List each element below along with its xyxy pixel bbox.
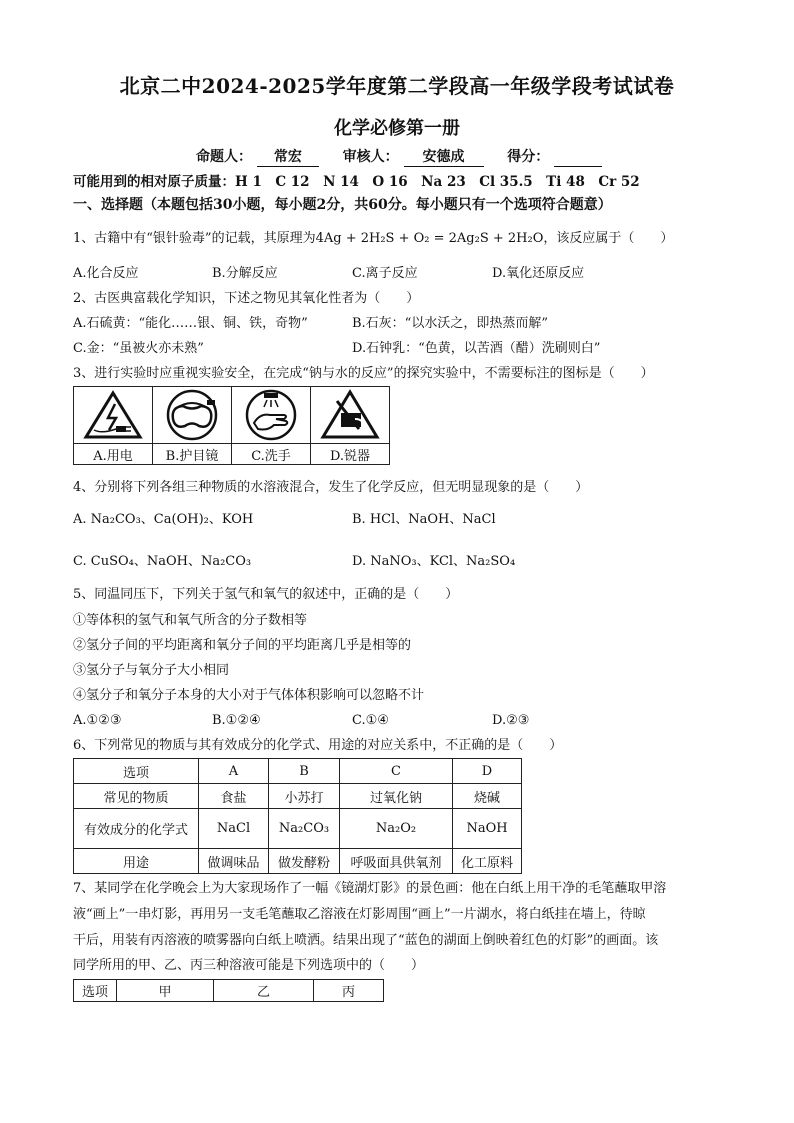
q7-header-cell: 丙 bbox=[314, 980, 384, 1002]
q7-header-cell: 甲 bbox=[117, 980, 214, 1002]
q6-cell: 食盐 bbox=[199, 784, 269, 809]
q6-header-cell: D bbox=[453, 759, 522, 784]
q6-cell: 呼吸面具供氧剂 bbox=[340, 849, 453, 874]
q5-statement-4: ④氢分子和氧分子本身的大小对于气体体积影响可以忽略不计 bbox=[73, 688, 425, 703]
q4-option-b[interactable]: B. HCl、NaOH、NaCl bbox=[352, 512, 496, 527]
q1-option-b[interactable]: B.分解反应 bbox=[212, 266, 278, 281]
question-7-line-4: 同学所用的甲、乙、丙三种溶液可能是下列选项中的（ ） bbox=[73, 958, 425, 973]
q7-header-cell: 乙 bbox=[214, 980, 314, 1002]
q6-table bbox=[73, 758, 522, 874]
question-7-line-1: 7、某同学在化学晚会上为大家现场作了一幅《镜湖灯影》的景色画：他在白纸上用干净的毛笔蘸取甲溶 bbox=[73, 881, 667, 896]
q5-option-c[interactable]: C.①④ bbox=[352, 713, 389, 728]
icon-label-a: A.用电 bbox=[74, 444, 153, 465]
q6-cell: 做发酵粉 bbox=[269, 849, 340, 874]
reaction-equation: 4Ag + 2H₂S + O₂ = 2Ag₂S + 2H₂O bbox=[315, 231, 544, 246]
question-4-stem: 4、分别将下列各组三种物质的水溶液混合，发生了化学反应，但无明显现象的是（ ） bbox=[73, 480, 589, 495]
sharp-object-icon[interactable] bbox=[311, 387, 390, 444]
reviewer-label: 审核人： bbox=[342, 149, 399, 165]
q6-header-cell: 选项 bbox=[74, 759, 199, 784]
question-5-stem: 5、同温同压下，下列关于氢气和氧气的叙述中，正确的是（ ） bbox=[73, 587, 459, 602]
question-1-stem: 1、古籍中有“银针验毒”的记载，其原理为4Ag + 2H₂S + O₂ = 2Ag₂S + 2H₂O，该反应属于（ ） bbox=[73, 231, 674, 246]
q6-cell: 做调味品 bbox=[199, 849, 269, 874]
question-7-line-3: 干后，用装有丙溶液的喷雾器向白纸上喷洒。结果出现了“蓝色的湖面上倒映着红色的灯影”的画面。该 bbox=[73, 933, 659, 948]
icon-label-b: B.护目镜 bbox=[153, 444, 232, 465]
q6-cell: 过氧化钠 bbox=[340, 784, 453, 809]
question-2-stem: 2、古医典富载化学知识，下述之物见其氧化性者为（ ） bbox=[73, 291, 420, 306]
q1-option-d[interactable]: D.氧化还原反应 bbox=[492, 266, 585, 281]
q7-header-cell: 选项 bbox=[74, 980, 117, 1002]
q6-cell: Na₂CO₃ bbox=[269, 809, 340, 849]
q6-cell: Na₂O₂ bbox=[340, 809, 453, 849]
author-label: 命题人： bbox=[196, 149, 252, 165]
atomic-mass-line: 可能用到的相对原子质量：H 1 C 12 N 14 O 16 Na 23 Cl 35.5 Ti 48 Cr 52 bbox=[73, 174, 640, 190]
goggles-icon[interactable] bbox=[153, 387, 232, 444]
q2-option-a[interactable]: A.石硫黄：“能化……银、铜、铁，奇物” bbox=[73, 316, 308, 331]
q5-option-b[interactable]: B.①②④ bbox=[212, 713, 261, 728]
q2-option-c[interactable]: C.金：“虽被火亦未熟” bbox=[73, 341, 204, 356]
q1-option-c[interactable]: C.离子反应 bbox=[352, 266, 418, 281]
q6-cell: 用途 bbox=[74, 849, 199, 874]
author-line bbox=[196, 148, 602, 167]
question-7-line-2: 液“画上”一串灯影，再用另一支毛笔蘸取乙溶液在灯影周围“画上”一片湖水，将白纸挂在墙上，待晾 bbox=[73, 907, 646, 922]
q2-option-b[interactable]: B.石灰：“以水沃之，即热蒸而解” bbox=[352, 316, 548, 331]
q4-option-a[interactable]: A. Na₂CO₃、Ca(OH)₂、KOH bbox=[73, 512, 254, 527]
question-6-stem: 6、下列常见的物质与其有效成分的化学式、用途的对应关系中，不正确的是（ ） bbox=[73, 738, 563, 753]
question-3-stem: 3、进行实验时应重视实验安全，在完成“钠与水的反应”的探究实验中，不需要标注的图标是（ ） bbox=[73, 366, 654, 381]
electric-hazard-icon[interactable] bbox=[74, 387, 153, 444]
exam-subtitle: 化学必修第一册 bbox=[334, 118, 460, 139]
q6-header-cell: B bbox=[269, 759, 340, 784]
q6-cell: 化工原料 bbox=[453, 849, 522, 874]
q1-option-a[interactable]: A.化合反应 bbox=[73, 266, 139, 281]
q6-header-cell: C bbox=[340, 759, 453, 784]
section-heading: 一、选择题（本题包括30小题，每小题2分，共60分。每小题只有一个选项符合题意） bbox=[73, 197, 612, 213]
q6-cell: 小苏打 bbox=[269, 784, 340, 809]
score-blank[interactable] bbox=[554, 148, 602, 167]
q5-statement-3: ③氢分子与氧分子大小相同 bbox=[73, 663, 230, 678]
q5-statement-2: ②氢分子间的平均距离和氧分子间的平均距离几乎是相等的 bbox=[73, 638, 412, 653]
hand-wash-icon[interactable] bbox=[232, 387, 311, 444]
q2-option-d[interactable]: D.石钟乳：“色黄，以苦酒（醋）洗刷则白” bbox=[352, 341, 601, 356]
q5-statement-1: ①等体积的氢气和氧气所含的分子数相等 bbox=[73, 613, 308, 628]
q7-table bbox=[73, 979, 384, 1002]
q6-cell: 烧碱 bbox=[453, 784, 522, 809]
q4-option-d[interactable]: D. NaNO₃、KCl、Na₂SO₄ bbox=[352, 554, 516, 569]
q4-option-c[interactable]: C. CuSO₄、NaOH、Na₂CO₃ bbox=[73, 554, 252, 569]
q3-icon-table bbox=[73, 386, 390, 465]
q5-option-a[interactable]: A.①②③ bbox=[73, 713, 122, 728]
q6-header-cell: A bbox=[199, 759, 269, 784]
q6-cell: 常见的物质 bbox=[74, 784, 199, 809]
score-label: 得分： bbox=[507, 149, 550, 165]
icon-label-d: D.锐器 bbox=[311, 444, 390, 465]
q6-cell: NaOH bbox=[453, 809, 522, 849]
exam-title: 北京二中2024-2025学年度第二学段高一年级学段考试试卷 bbox=[119, 74, 675, 98]
icon-label-c: C.洗手 bbox=[232, 444, 311, 465]
q5-option-d[interactable]: D.②③ bbox=[492, 713, 530, 728]
reviewer-name: 安德成 bbox=[404, 148, 484, 167]
q6-cell: 有效成分的化学式 bbox=[74, 809, 199, 849]
author-name: 常宏 bbox=[257, 148, 319, 167]
q6-cell: NaCl bbox=[199, 809, 269, 849]
